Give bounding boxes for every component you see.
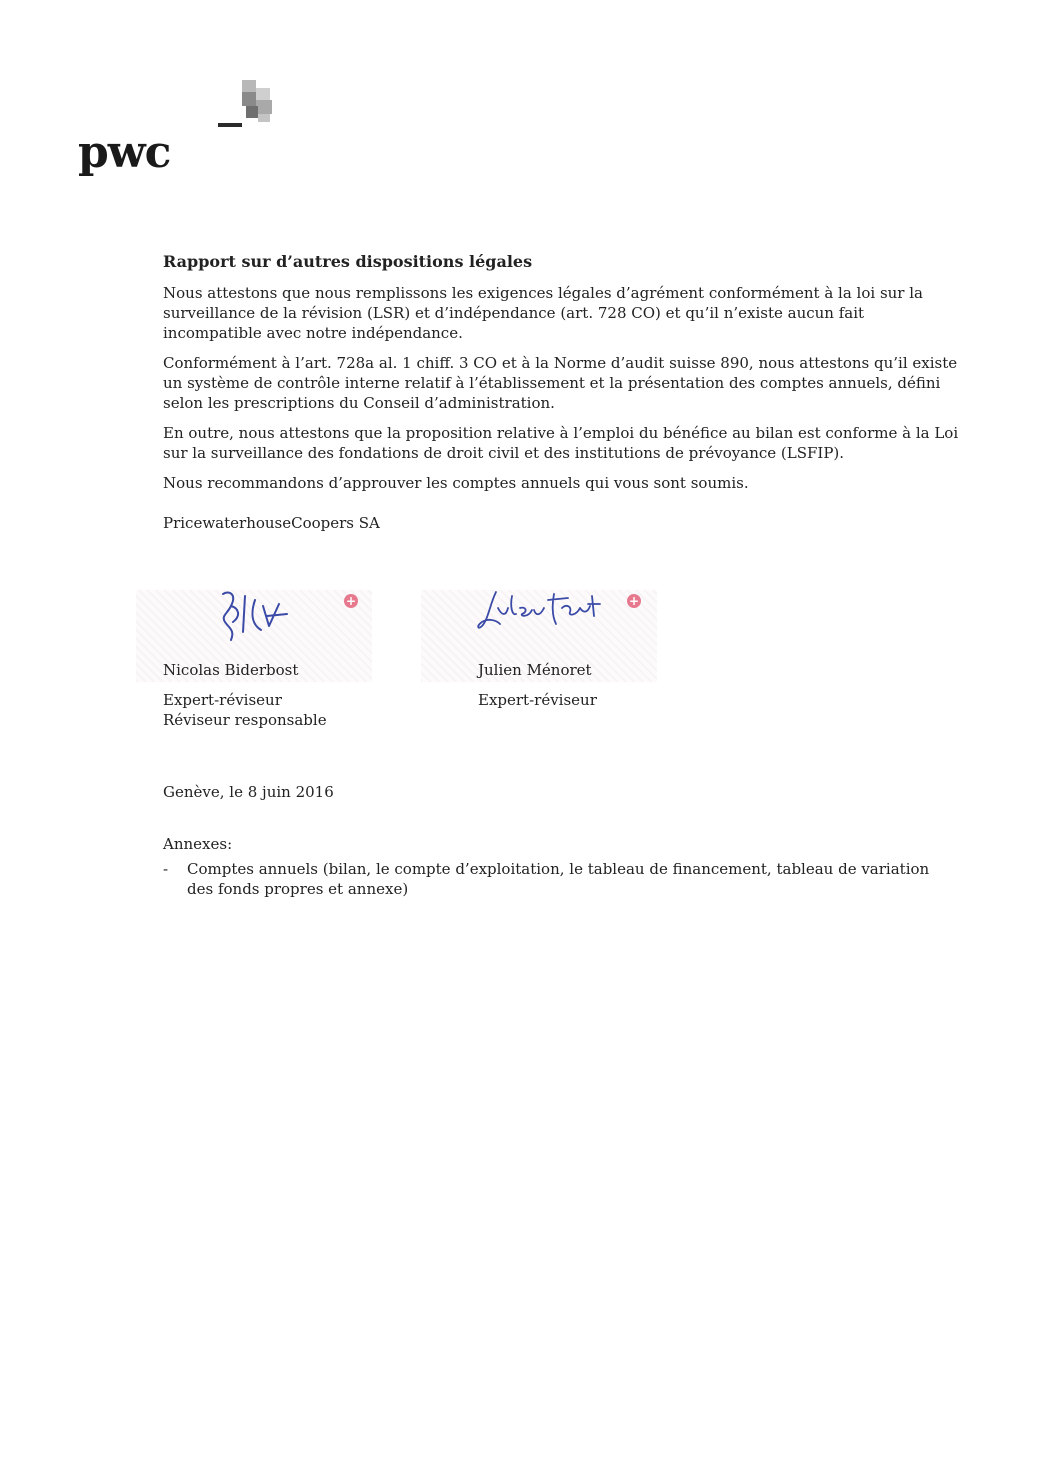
annexes-label: Annexes: [163,835,233,853]
signatory-name: Nicolas Biderbost [163,661,299,679]
firm-name: PricewaterhouseCoopers SA [163,514,380,532]
date-line: Genève, le 8 juin 2016 [163,783,334,801]
list-bullet: - [163,860,169,878]
paragraph-independence: Nous attestons que nous remplissons les exigences légales d’agrément conformément à la loi sur la surveillance de la révision (LSR) et d’indépendance (art. 728 CO) et qu’il n’existe aucun fait incompatible avec notre indépendance. [163,284,923,342]
annexes-section [163,834,953,899]
pwc-logo-blocks-icon [216,78,296,130]
handwritten-signature-icon [476,586,606,642]
signature-area [136,582,696,742]
pwc-logo-wordmark: pwc [78,127,171,178]
paragraph-recommendation: Nous recommandons d’approuver les comptes annuels qui vous sont soumis. [163,474,749,492]
signatory-role: Expert-réviseur [478,691,597,709]
signatory-role: Expert-réviseur [163,691,282,709]
signatory-name: Julien Ménoret [478,661,592,679]
swiss-cross-icon: + [628,594,640,608]
signatory-role: Réviseur responsable [163,711,327,729]
paragraph-internal-control: Conformément à l’art. 728a al. 1 chiff. 3 CO et à la Norme d’audit suisse 890, nous attestons qu’il existe un système de contrôle interne relatif à l’établissement et la présentation des comptes annuels, défini selon les prescriptions du Conseil d’administration. [163,354,958,412]
handwritten-signature-icon [211,586,301,646]
section-heading: Rapport sur d’autres dispositions légales [163,252,533,271]
paragraph-profit-allocation: En outre, nous attestons que la proposition relative à l’emploi du bénéfice au bilan est conforme à la Loi sur la surveillance des fondations de droit civil et des institutions de prévoyance (LSFIP). [163,424,959,462]
list-item [163,859,953,899]
swiss-cross-icon: + [345,594,357,608]
annex-item-text: Comptes annuels (bilan, le compte d’exploitation, le tableau de financement, tableau de variation des fonds propres et annexe) [187,860,930,898]
report-body [163,252,963,543]
pwc-logo [78,78,228,188]
